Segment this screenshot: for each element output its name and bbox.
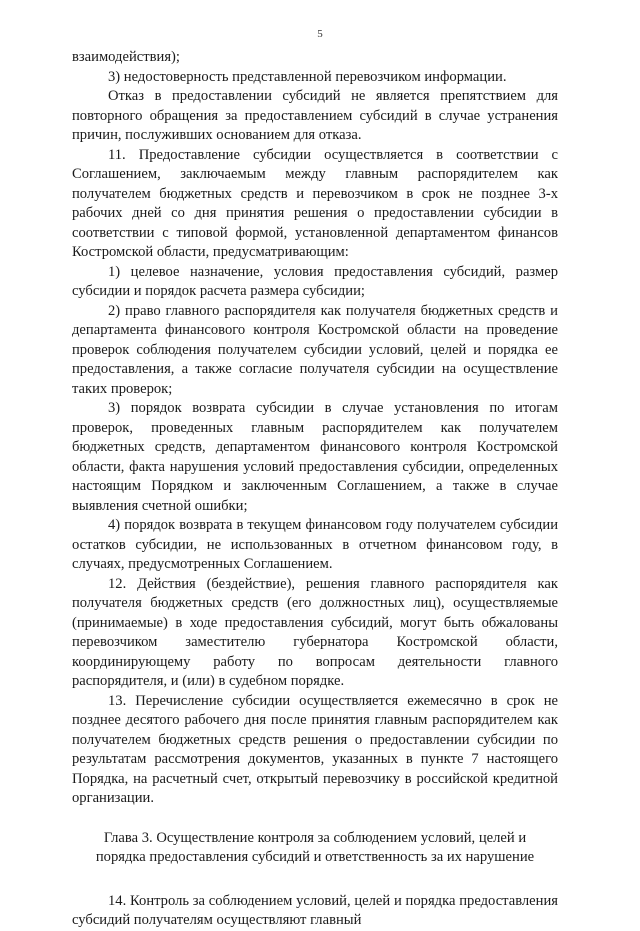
paragraph-12: 12. Действия (бездействие), решения главного распорядителя как получателя бюджетных средств (его должностных лиц), осуществляемые (принимаемые) в ходе предоставления субсидий, могут быть обжалованы перевозчиком заместителю губернатора Костромской области, координирующему работу по вопросам деятельности главного распорядителя, и (или) в судебном порядке.	[72, 575, 558, 689]
paragraph-14: 14. Контроль за соблюдением условий, целей и порядка предоставления субсидий получателям осуществляют главный	[72, 892, 558, 928]
paragraph-11-item-3: 3) порядок возврата субсидии в случае установления по итогам проверок, проведенных главным распорядителем как получателем бюджетных средств, департаментом финансового контроля Костромской области, факта нарушения условий предоставления субсидии, определенных настоящим Порядком и заключенным Соглашением, а также в случае выявления счетной ошибки;	[72, 400, 558, 514]
paragraph-item-3-unreliable-info: 3) недостоверность представленной перевозчиком информации.	[108, 68, 507, 85]
document-body	[72, 48, 558, 931]
paragraph-11-item-1: 1) целевое назначение, условия предоставления субсидий, размер субсидии и порядок расчета размера субсидии;	[72, 263, 558, 299]
paragraph-continuation: взаимодействия);	[72, 49, 180, 65]
chapter-heading: Глава 3. Осуществление контроля за соблюдением условий, целей и порядка предоставления субсидий и ответственность за их нарушение	[95, 829, 535, 865]
paragraph-11-item-4: 4) порядок возврата в текущем финансовом году получателем субсидии остатков субсидии, не использованных в отчетном финансовом году, в случаях, предусмотренных Соглашением.	[72, 517, 558, 572]
paragraph-13: 13. Перечисление субсидии осуществляется ежемесячно в срок не позднее десятого рабочего дня после принятия главным распорядителем как получателем бюджетных средств решения о предоставлении субсидии по результатам рассмотрения документов, указанных в пункте 7 настоящего Порядка, на расчетный счет, открытый перевозчику в российской кредитной организации.	[72, 692, 558, 806]
paragraph-refusal-note: Отказ в предоставлении субсидий не является препятствием для повторного обращения за предоставлением субсидий в случае устранения причин, послуживших основанием для отказа.	[72, 88, 558, 143]
paragraph-11-item-2: 2) право главного распорядителя как получателя бюджетных средств и департамента финансового контроля Костромской области на проведение проверок соблюдения получателем субсидии условий, целей и порядка ее предоставления, а также согласие получателя субсидии на осуществление таких проверок;	[72, 302, 558, 397]
page-number: 5	[317, 28, 323, 40]
paragraph-11: 11. Предоставление субсидии осуществляется в соответствии с Соглашением, заключаемым между главным распорядителем как получателем бюджетных средств и перевозчиком в срок не позднее 3-х рабочих дней со дня принятия решения о предоставлении субсидии в соответствии с типовой формой, установленной департаментом финансов Костромской области, предусматривающим:	[72, 146, 558, 260]
